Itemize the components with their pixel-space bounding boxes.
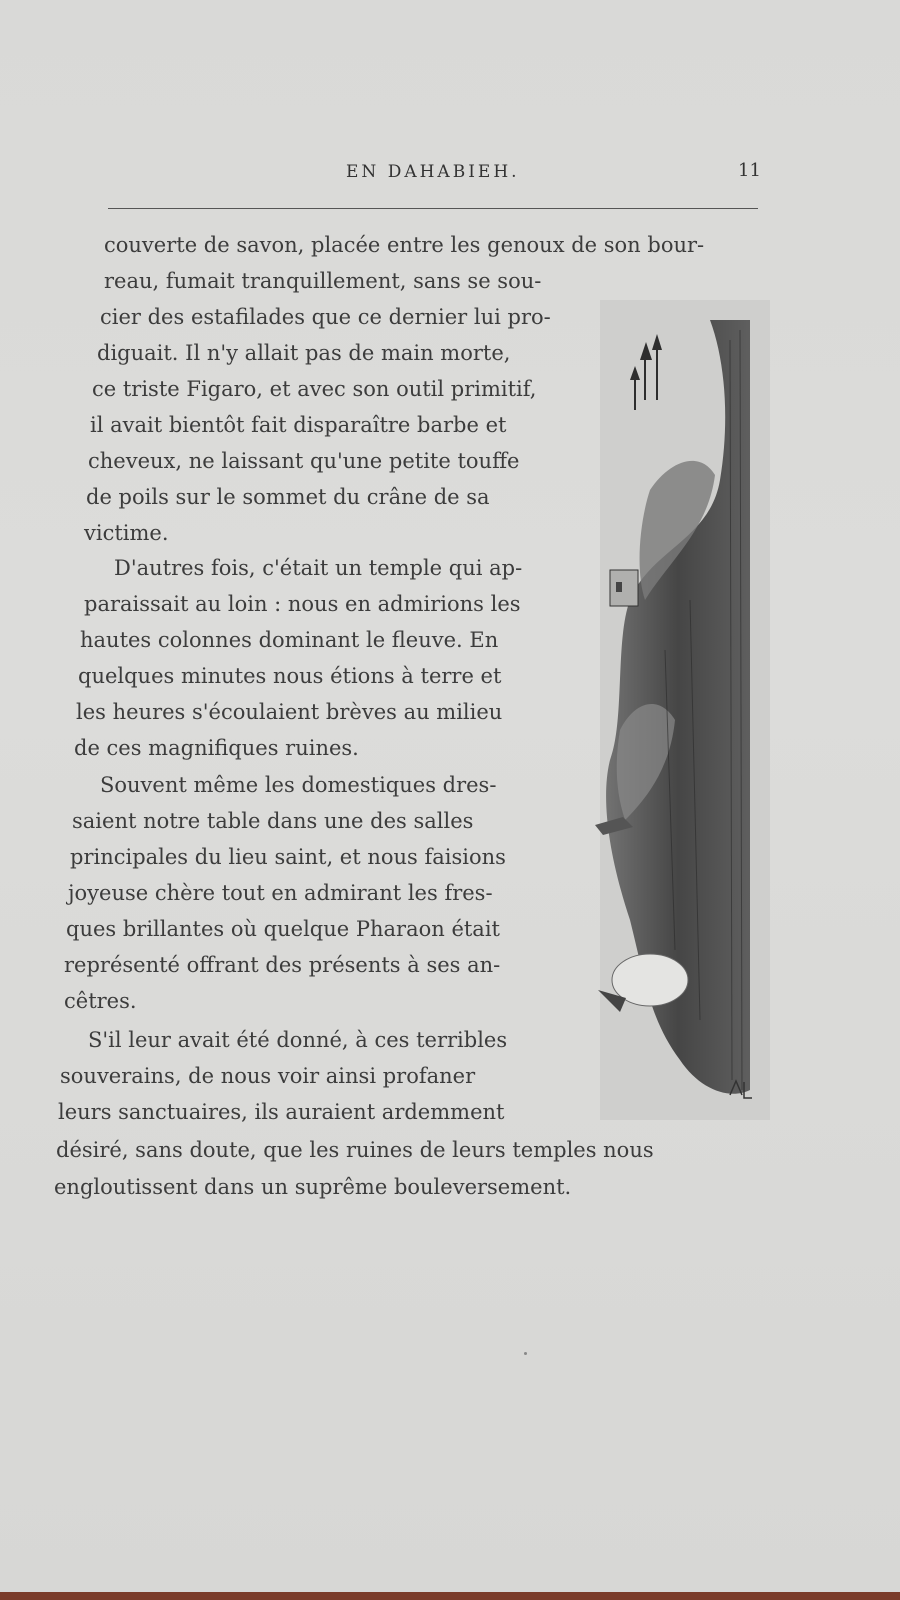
body-line: D'autres fois, c'était un temple qui ap- [114,556,523,580]
body-line: leurs sanctuaires, ils auraient ardemment [58,1100,505,1124]
body-line: couverte de savon, placée entre les genoux de son bour- [104,233,705,257]
body-line: désiré, sans doute, que les ruines de leurs temples nous [56,1138,654,1162]
body-line: cheveux, ne laissant qu'une petite touffe [88,449,520,473]
header-rule [108,208,758,209]
body-line: de poils sur le sommet du crâne de sa [86,485,490,509]
body-line: cier des estafilades que ce dernier lui pro- [100,305,551,329]
running-head: EN DAHABIEH. [346,162,520,182]
landscape-illustration [590,300,780,1150]
body-line: diguait. Il n'y allait pas de main morte, [97,341,511,365]
body-line: il avait bientôt fait disparaître barbe et [90,413,507,437]
body-line: les heures s'écoulaient brèves au milieu [76,700,503,724]
body-line: Souvent même les domestiques dres- [100,773,497,797]
body-line: souverains, de nous voir ainsi profaner [60,1064,476,1088]
body-line: engloutissent dans un suprême bouleversement. [54,1175,572,1199]
body-line: cêtres. [64,989,137,1013]
page-number: 11 [738,160,761,181]
body-line: principales du lieu saint, et nous faisions [70,845,506,869]
page-edge [0,1592,900,1600]
body-line: quelques minutes nous étions à terre et [78,664,502,688]
body-line: S'il leur avait été donné, à ces terribles [88,1028,508,1052]
body-line: hautes colonnes dominant le fleuve. En [80,628,499,652]
body-line: victime. [84,521,169,545]
body-line: saient notre table dans une des salles [72,809,474,833]
body-line: de ces magnifiques ruines. [74,736,359,760]
paper-speck [524,1352,527,1355]
body-line: reau, fumait tranquillement, sans se sou- [104,269,542,293]
body-line: paraissait au loin : nous en admirions les [84,592,521,616]
body-line: joyeuse chère tout en admirant les fres- [68,881,493,905]
body-line: ce triste Figaro, et avec son outil primitif, [92,377,537,401]
body-line: représenté offrant des présents à ses an- [64,953,501,977]
body-line: ques brillantes où quelque Pharaon était [66,917,500,941]
